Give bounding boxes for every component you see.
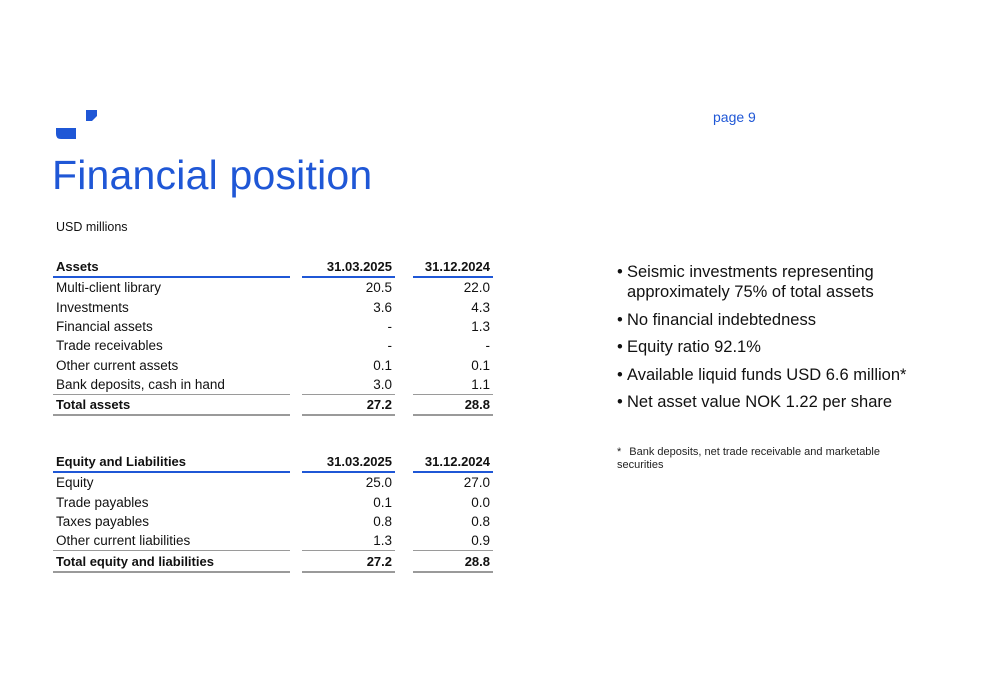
footnote xyxy=(617,446,917,472)
total-value: 28.8 xyxy=(413,551,493,572)
value-cell: 0.1 xyxy=(373,357,392,373)
footnote-text: Bank deposits, net trade receivable and marketable securities xyxy=(617,446,880,471)
row-label: Trade payables xyxy=(56,494,149,510)
value-cell: 20.5 xyxy=(365,280,392,296)
table-row xyxy=(53,298,493,317)
column-header: Assets xyxy=(53,256,290,277)
column-header: Equity and Liabilities xyxy=(53,451,290,472)
row-label: Taxes payables xyxy=(56,514,150,530)
table-row xyxy=(53,336,493,355)
table-row xyxy=(53,375,493,395)
equity-liabilities-table xyxy=(53,451,493,573)
row-label: Other current assets xyxy=(56,357,179,373)
table-row xyxy=(53,472,493,492)
value-cell: 1.3 xyxy=(302,531,395,551)
row-label: Equity xyxy=(56,475,94,491)
company-logo-icon xyxy=(56,110,98,140)
bullet-item: • No financial indebtedness xyxy=(617,310,947,330)
value-cell: 0.1 xyxy=(471,357,490,373)
table-header-row xyxy=(53,451,493,472)
table-row xyxy=(53,493,493,512)
column-header: 31.03.2025 xyxy=(302,451,395,472)
page-number: page 9 xyxy=(713,109,756,125)
total-row xyxy=(53,395,493,416)
value-cell: - xyxy=(387,338,392,354)
row-label: Other current liabilities xyxy=(53,531,290,551)
table-row xyxy=(53,355,493,374)
row-label: Bank deposits, cash in hand xyxy=(53,375,290,395)
row-label: Investments xyxy=(56,299,129,315)
total-value: 28.8 xyxy=(413,395,493,416)
value-cell: 22.0 xyxy=(463,280,490,296)
column-header: 31.03.2025 xyxy=(302,256,395,277)
value-cell: 0.0 xyxy=(471,494,490,510)
unit-label: USD millions xyxy=(56,220,128,234)
row-label: Multi-client library xyxy=(56,280,162,296)
table-row xyxy=(53,317,493,336)
column-header: 31.12.2024 xyxy=(413,451,493,472)
value-cell: 4.3 xyxy=(471,299,490,315)
table-row xyxy=(53,512,493,531)
value-cell: 0.8 xyxy=(373,514,392,530)
bullet-item: • Available liquid funds USD 6.6 million* xyxy=(617,365,947,385)
table-row xyxy=(53,531,493,551)
row-label: Financial assets xyxy=(56,319,153,335)
row-label: Trade receivables xyxy=(56,338,163,354)
value-cell: - xyxy=(485,338,490,354)
page-title: Financial position xyxy=(52,152,373,198)
value-cell: 0.1 xyxy=(373,494,392,510)
value-cell: 0.9 xyxy=(413,531,493,551)
total-value: 27.2 xyxy=(302,395,395,416)
total-label: Total assets xyxy=(53,395,290,416)
value-cell: 3.0 xyxy=(302,375,395,395)
table-header-row xyxy=(53,256,493,277)
table-row xyxy=(53,277,493,297)
column-header: 31.12.2024 xyxy=(413,256,493,277)
assets-table xyxy=(53,256,493,416)
value-cell: 25.0 xyxy=(365,475,392,491)
value-cell: 0.8 xyxy=(471,514,490,530)
total-row xyxy=(53,551,493,572)
bullet-item: • Net asset value NOK 1.22 per share xyxy=(617,392,947,412)
key-points-list xyxy=(617,262,947,420)
bullet-item: • Seismic investments representing approximately 75% of total assets xyxy=(617,262,947,302)
value-cell: - xyxy=(387,319,392,335)
value-cell: 3.6 xyxy=(373,299,392,315)
bullet-item: • Equity ratio 92.1% xyxy=(617,337,947,357)
value-cell: 1.1 xyxy=(413,375,493,395)
total-label: Total equity and liabilities xyxy=(53,551,290,572)
value-cell: 1.3 xyxy=(471,319,490,335)
value-cell: 27.0 xyxy=(463,475,490,491)
total-value: 27.2 xyxy=(302,551,395,572)
footnote-marker: * xyxy=(617,446,622,458)
